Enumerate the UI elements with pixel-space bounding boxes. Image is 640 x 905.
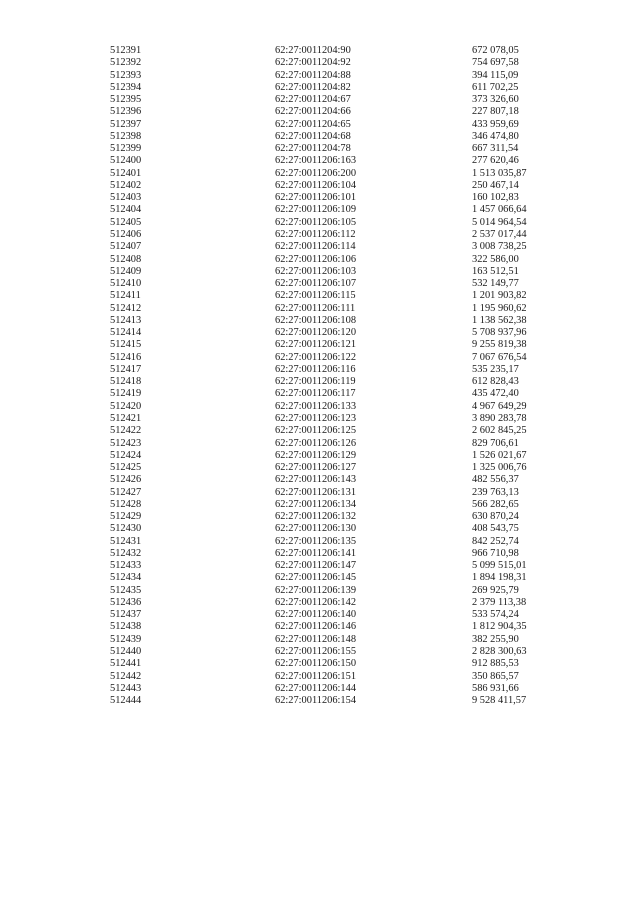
row-number: 512440 — [110, 646, 142, 658]
cadastral-value: 532 149,77 — [472, 278, 519, 290]
cadastral-number: 62:27:0011206:132 — [275, 511, 357, 523]
table-row — [110, 278, 570, 290]
cadastral-value: 1 325 006,76 — [472, 462, 527, 474]
cadastral-number: 62:27:0011204:90 — [275, 45, 351, 56]
cadastral-value: 4 967 649,29 — [472, 400, 527, 412]
cadastral-value: 533 574,24 — [472, 609, 519, 621]
cadastral-number: 62:27:0011206:111 — [275, 302, 356, 314]
table-row — [110, 376, 570, 388]
table-row — [110, 401, 570, 413]
cadastral-number: 62:27:0011204:68 — [275, 130, 351, 142]
cadastral-value: 1 812 904,35 — [472, 621, 527, 633]
cadastral-value: 2 602 845,25 — [472, 425, 527, 437]
cadastral-value: 966 710,98 — [472, 547, 519, 559]
table-row — [110, 57, 570, 69]
table-row — [110, 327, 570, 339]
cadastral-value: 1 457 066,64 — [472, 204, 527, 216]
cadastral-value: 160 102,83 — [472, 192, 519, 204]
table-row — [110, 462, 570, 474]
cadastral-value: 346 474,80 — [472, 130, 519, 142]
cadastral-value: 435 472,40 — [472, 388, 519, 400]
cadastral-number: 62:27:0011206:155 — [275, 646, 357, 658]
cadastral-value: 250 467,14 — [472, 179, 519, 191]
cadastral-number: 62:27:0011206:112 — [275, 228, 356, 240]
table-row — [110, 438, 570, 450]
table-row — [110, 450, 570, 462]
cadastral-number: 62:27:0011206:144 — [275, 682, 357, 694]
table-row — [110, 683, 570, 695]
row-number: 512414 — [110, 327, 142, 339]
cadastral-number: 62:27:0011204:65 — [275, 118, 351, 130]
table-row — [110, 119, 570, 131]
cadastral-number: 62:27:0011206:140 — [275, 609, 357, 621]
row-number: 512426 — [110, 474, 142, 486]
table-row — [110, 634, 570, 646]
table-row — [110, 388, 570, 400]
cadastral-value: 394 115,09 — [472, 69, 519, 81]
row-number: 512433 — [110, 560, 142, 572]
table-row — [110, 143, 570, 155]
table-row — [110, 94, 570, 106]
cadastral-number: 62:27:0011206:126 — [275, 437, 357, 449]
cadastral-value: 2 537 017,44 — [472, 228, 527, 240]
cadastral-value: 5 099 515,01 — [472, 560, 527, 572]
cadastral-value: 1 526 021,67 — [472, 449, 527, 461]
row-number: 512398 — [110, 130, 142, 142]
cadastral-value: 1 894 198,31 — [472, 572, 527, 584]
cadastral-value: 277 620,46 — [472, 155, 519, 167]
row-number: 512420 — [110, 400, 142, 412]
cadastral-number: 62:27:0011206:129 — [275, 449, 357, 461]
table-row — [110, 646, 570, 658]
table-row — [110, 192, 570, 204]
cadastral-number: 62:27:0011206:103 — [275, 265, 357, 277]
cadastral-value: 408 543,75 — [472, 523, 519, 535]
cadastral-value: 672 078,05 — [472, 45, 519, 56]
row-number: 512415 — [110, 339, 142, 351]
table-row — [110, 597, 570, 609]
table-row — [110, 180, 570, 192]
cadastral-number: 62:27:0011206:130 — [275, 523, 357, 535]
cadastral-value: 3 890 283,78 — [472, 412, 527, 424]
table-row — [110, 499, 570, 511]
row-number: 512405 — [110, 216, 142, 228]
cadastral-number: 62:27:0011206:146 — [275, 621, 357, 633]
cadastral-value: 667 311,54 — [472, 143, 519, 155]
cadastral-number: 62:27:0011206:105 — [275, 216, 357, 228]
table-row — [110, 339, 570, 351]
row-number: 512411 — [110, 290, 141, 302]
row-number: 512416 — [110, 351, 142, 363]
row-number: 512429 — [110, 511, 142, 523]
cadastral-number: 62:27:0011206:150 — [275, 658, 357, 670]
row-number: 512412 — [110, 302, 142, 314]
cadastral-value: 630 870,24 — [472, 511, 519, 523]
table-row — [110, 45, 570, 57]
cadastral-value: 163 512,51 — [472, 265, 519, 277]
row-number: 512394 — [110, 81, 142, 93]
cadastral-number: 62:27:0011206:151 — [275, 670, 357, 682]
table-row — [110, 523, 570, 535]
cadastral-value: 612 828,43 — [472, 376, 519, 388]
cadastral-value: 829 706,61 — [472, 437, 519, 449]
cadastral-value: 1 201 903,82 — [472, 290, 527, 302]
cadastral-value: 7 067 676,54 — [472, 351, 527, 363]
table-row — [110, 241, 570, 253]
table-row — [110, 585, 570, 597]
cadastral-value: 227 807,18 — [472, 106, 519, 118]
table-row — [110, 155, 570, 167]
table-row — [110, 658, 570, 670]
row-number: 512428 — [110, 498, 142, 510]
cadastral-number: 62:27:0011206:116 — [275, 363, 356, 375]
table-row — [110, 487, 570, 499]
row-number: 512444 — [110, 695, 142, 707]
table-row — [110, 290, 570, 302]
cadastral-number: 62:27:0011206:141 — [275, 547, 357, 559]
cadastral-number: 62:27:0011206:147 — [275, 560, 357, 572]
cadastral-number: 62:27:0011206:121 — [275, 339, 357, 351]
row-number: 512424 — [110, 449, 142, 461]
cadastral-number: 62:27:0011206:145 — [275, 572, 357, 584]
cadastral-number: 62:27:0011206:139 — [275, 584, 357, 596]
row-number: 512442 — [110, 670, 142, 682]
row-number: 512425 — [110, 462, 142, 474]
table-row — [110, 548, 570, 560]
cadastral-number: 62:27:0011204:92 — [275, 57, 351, 69]
table-row — [110, 364, 570, 376]
table-row — [110, 229, 570, 241]
cadastral-value: 9 528 411,57 — [472, 695, 527, 707]
table-row — [110, 511, 570, 523]
row-number: 512436 — [110, 596, 142, 608]
cadastral-number: 62:27:0011206:131 — [275, 486, 357, 498]
cadastral-value: 611 702,25 — [472, 81, 519, 93]
cadastral-number: 62:27:0011206:127 — [275, 462, 357, 474]
cadastral-value: 566 282,65 — [472, 498, 519, 510]
cadastral-number: 62:27:0011206:143 — [275, 474, 357, 486]
cadastral-value: 433 959,69 — [472, 118, 519, 130]
table-row — [110, 474, 570, 486]
table-row — [110, 572, 570, 584]
row-number: 512401 — [110, 167, 142, 179]
cadastral-number: 62:27:0011206:135 — [275, 535, 357, 547]
row-number: 512392 — [110, 57, 142, 69]
cadastral-value: 1 195 960,62 — [472, 302, 527, 314]
table-row — [110, 352, 570, 364]
row-number: 512443 — [110, 682, 142, 694]
row-number: 512393 — [110, 69, 142, 81]
table-row — [110, 536, 570, 548]
row-number: 512402 — [110, 179, 142, 191]
cadastral-number: 62:27:0011206:115 — [275, 290, 356, 302]
row-number: 512427 — [110, 486, 142, 498]
cadastral-value: 382 255,90 — [472, 633, 519, 645]
table-row — [110, 217, 570, 229]
cadastral-number: 62:27:0011206:120 — [275, 327, 357, 339]
row-number: 512422 — [110, 425, 142, 437]
cadastral-number: 62:27:0011206:114 — [275, 241, 356, 253]
row-number: 512407 — [110, 241, 142, 253]
cadastral-number: 62:27:0011206:163 — [275, 155, 357, 167]
row-number: 512410 — [110, 278, 142, 290]
table-row — [110, 621, 570, 633]
table-row — [110, 695, 570, 707]
table-row — [110, 315, 570, 327]
row-number: 512403 — [110, 192, 142, 204]
cadastral-value: 373 326,60 — [472, 94, 519, 106]
table-row — [110, 254, 570, 266]
row-number: 512438 — [110, 621, 142, 633]
cadastral-value: 322 586,00 — [472, 253, 519, 265]
cadastral-number: 62:27:0011204:88 — [275, 69, 351, 81]
cadastral-number: 62:27:0011206:119 — [275, 376, 356, 388]
cadastral-value: 2 379 113,38 — [472, 596, 527, 608]
row-number: 512391 — [110, 45, 142, 56]
cadastral-number: 62:27:0011206:123 — [275, 412, 357, 424]
cadastral-number: 62:27:0011204:66 — [275, 106, 351, 118]
cadastral-number: 62:27:0011206:133 — [275, 400, 357, 412]
table-row — [110, 70, 570, 82]
cadastral-value: 535 235,17 — [472, 363, 519, 375]
table-row — [110, 106, 570, 118]
row-number: 512437 — [110, 609, 142, 621]
cadastral-number: 62:27:0011206:109 — [275, 204, 357, 216]
cadastral-value: 1 138 562,38 — [472, 314, 527, 326]
cadastral-value: 586 931,66 — [472, 682, 519, 694]
cadastral-number: 62:27:0011206:148 — [275, 633, 357, 645]
row-number: 512417 — [110, 363, 142, 375]
cadastral-value: 5 014 964,54 — [472, 216, 527, 228]
row-number: 512423 — [110, 437, 142, 449]
cadastral-number: 62:27:0011206:122 — [275, 351, 357, 363]
row-number: 512432 — [110, 547, 142, 559]
row-number: 512399 — [110, 143, 142, 155]
table-row — [110, 266, 570, 278]
row-number: 512439 — [110, 633, 142, 645]
row-number: 512406 — [110, 228, 142, 240]
cadastral-number: 62:27:0011206:117 — [275, 388, 356, 400]
cadastral-number: 62:27:0011206:101 — [275, 192, 357, 204]
table-row — [110, 425, 570, 437]
table-row — [110, 609, 570, 621]
cadastral-number: 62:27:0011206:142 — [275, 596, 357, 608]
row-number: 512413 — [110, 314, 142, 326]
table-row — [110, 131, 570, 143]
cadastral-value: 2 828 300,63 — [472, 646, 527, 658]
cadastral-number: 62:27:0011206:134 — [275, 498, 357, 510]
cadastral-number: 62:27:0011206:107 — [275, 278, 357, 290]
cadastral-number: 62:27:0011206:106 — [275, 253, 357, 265]
cadastral-number: 62:27:0011204:78 — [275, 143, 351, 155]
cadastral-value-table — [110, 45, 570, 707]
table-row — [110, 82, 570, 94]
cadastral-value: 842 252,74 — [472, 535, 519, 547]
row-number: 512421 — [110, 412, 142, 424]
cadastral-number: 62:27:0011204:67 — [275, 94, 351, 106]
cadastral-number: 62:27:0011206:200 — [275, 167, 357, 179]
cadastral-value: 482 556,37 — [472, 474, 519, 486]
cadastral-value: 269 925,79 — [472, 584, 519, 596]
cadastral-number: 62:27:0011206:154 — [275, 695, 357, 707]
cadastral-number: 62:27:0011206:108 — [275, 314, 357, 326]
cadastral-value: 754 697,58 — [472, 57, 519, 69]
cadastral-value: 9 255 819,38 — [472, 339, 527, 351]
row-number: 512441 — [110, 658, 142, 670]
cadastral-value: 1 513 035,87 — [472, 167, 527, 179]
row-number: 512431 — [110, 535, 142, 547]
row-number: 512396 — [110, 106, 142, 118]
row-number: 512408 — [110, 253, 142, 265]
cadastral-number: 62:27:0011204:82 — [275, 81, 351, 93]
table-row — [110, 168, 570, 180]
row-number: 512435 — [110, 584, 142, 596]
table-row — [110, 671, 570, 683]
row-number: 512419 — [110, 388, 142, 400]
cadastral-value: 350 865,57 — [472, 670, 519, 682]
table-row — [110, 204, 570, 216]
row-number: 512434 — [110, 572, 142, 584]
table-row — [110, 303, 570, 315]
table-row — [110, 560, 570, 572]
row-number: 512395 — [110, 94, 142, 106]
row-number: 512400 — [110, 155, 142, 167]
cadastral-value: 239 763,13 — [472, 486, 519, 498]
cadastral-value: 3 008 738,25 — [472, 241, 527, 253]
cadastral-number: 62:27:0011206:125 — [275, 425, 357, 437]
row-number: 512418 — [110, 376, 142, 388]
cadastral-number: 62:27:0011206:104 — [275, 179, 357, 191]
cadastral-value: 912 885,53 — [472, 658, 519, 670]
row-number: 512409 — [110, 265, 142, 277]
row-number: 512404 — [110, 204, 142, 216]
cadastral-value: 5 708 937,96 — [472, 327, 527, 339]
row-number: 512430 — [110, 523, 142, 535]
table-row — [110, 413, 570, 425]
row-number: 512397 — [110, 118, 142, 130]
